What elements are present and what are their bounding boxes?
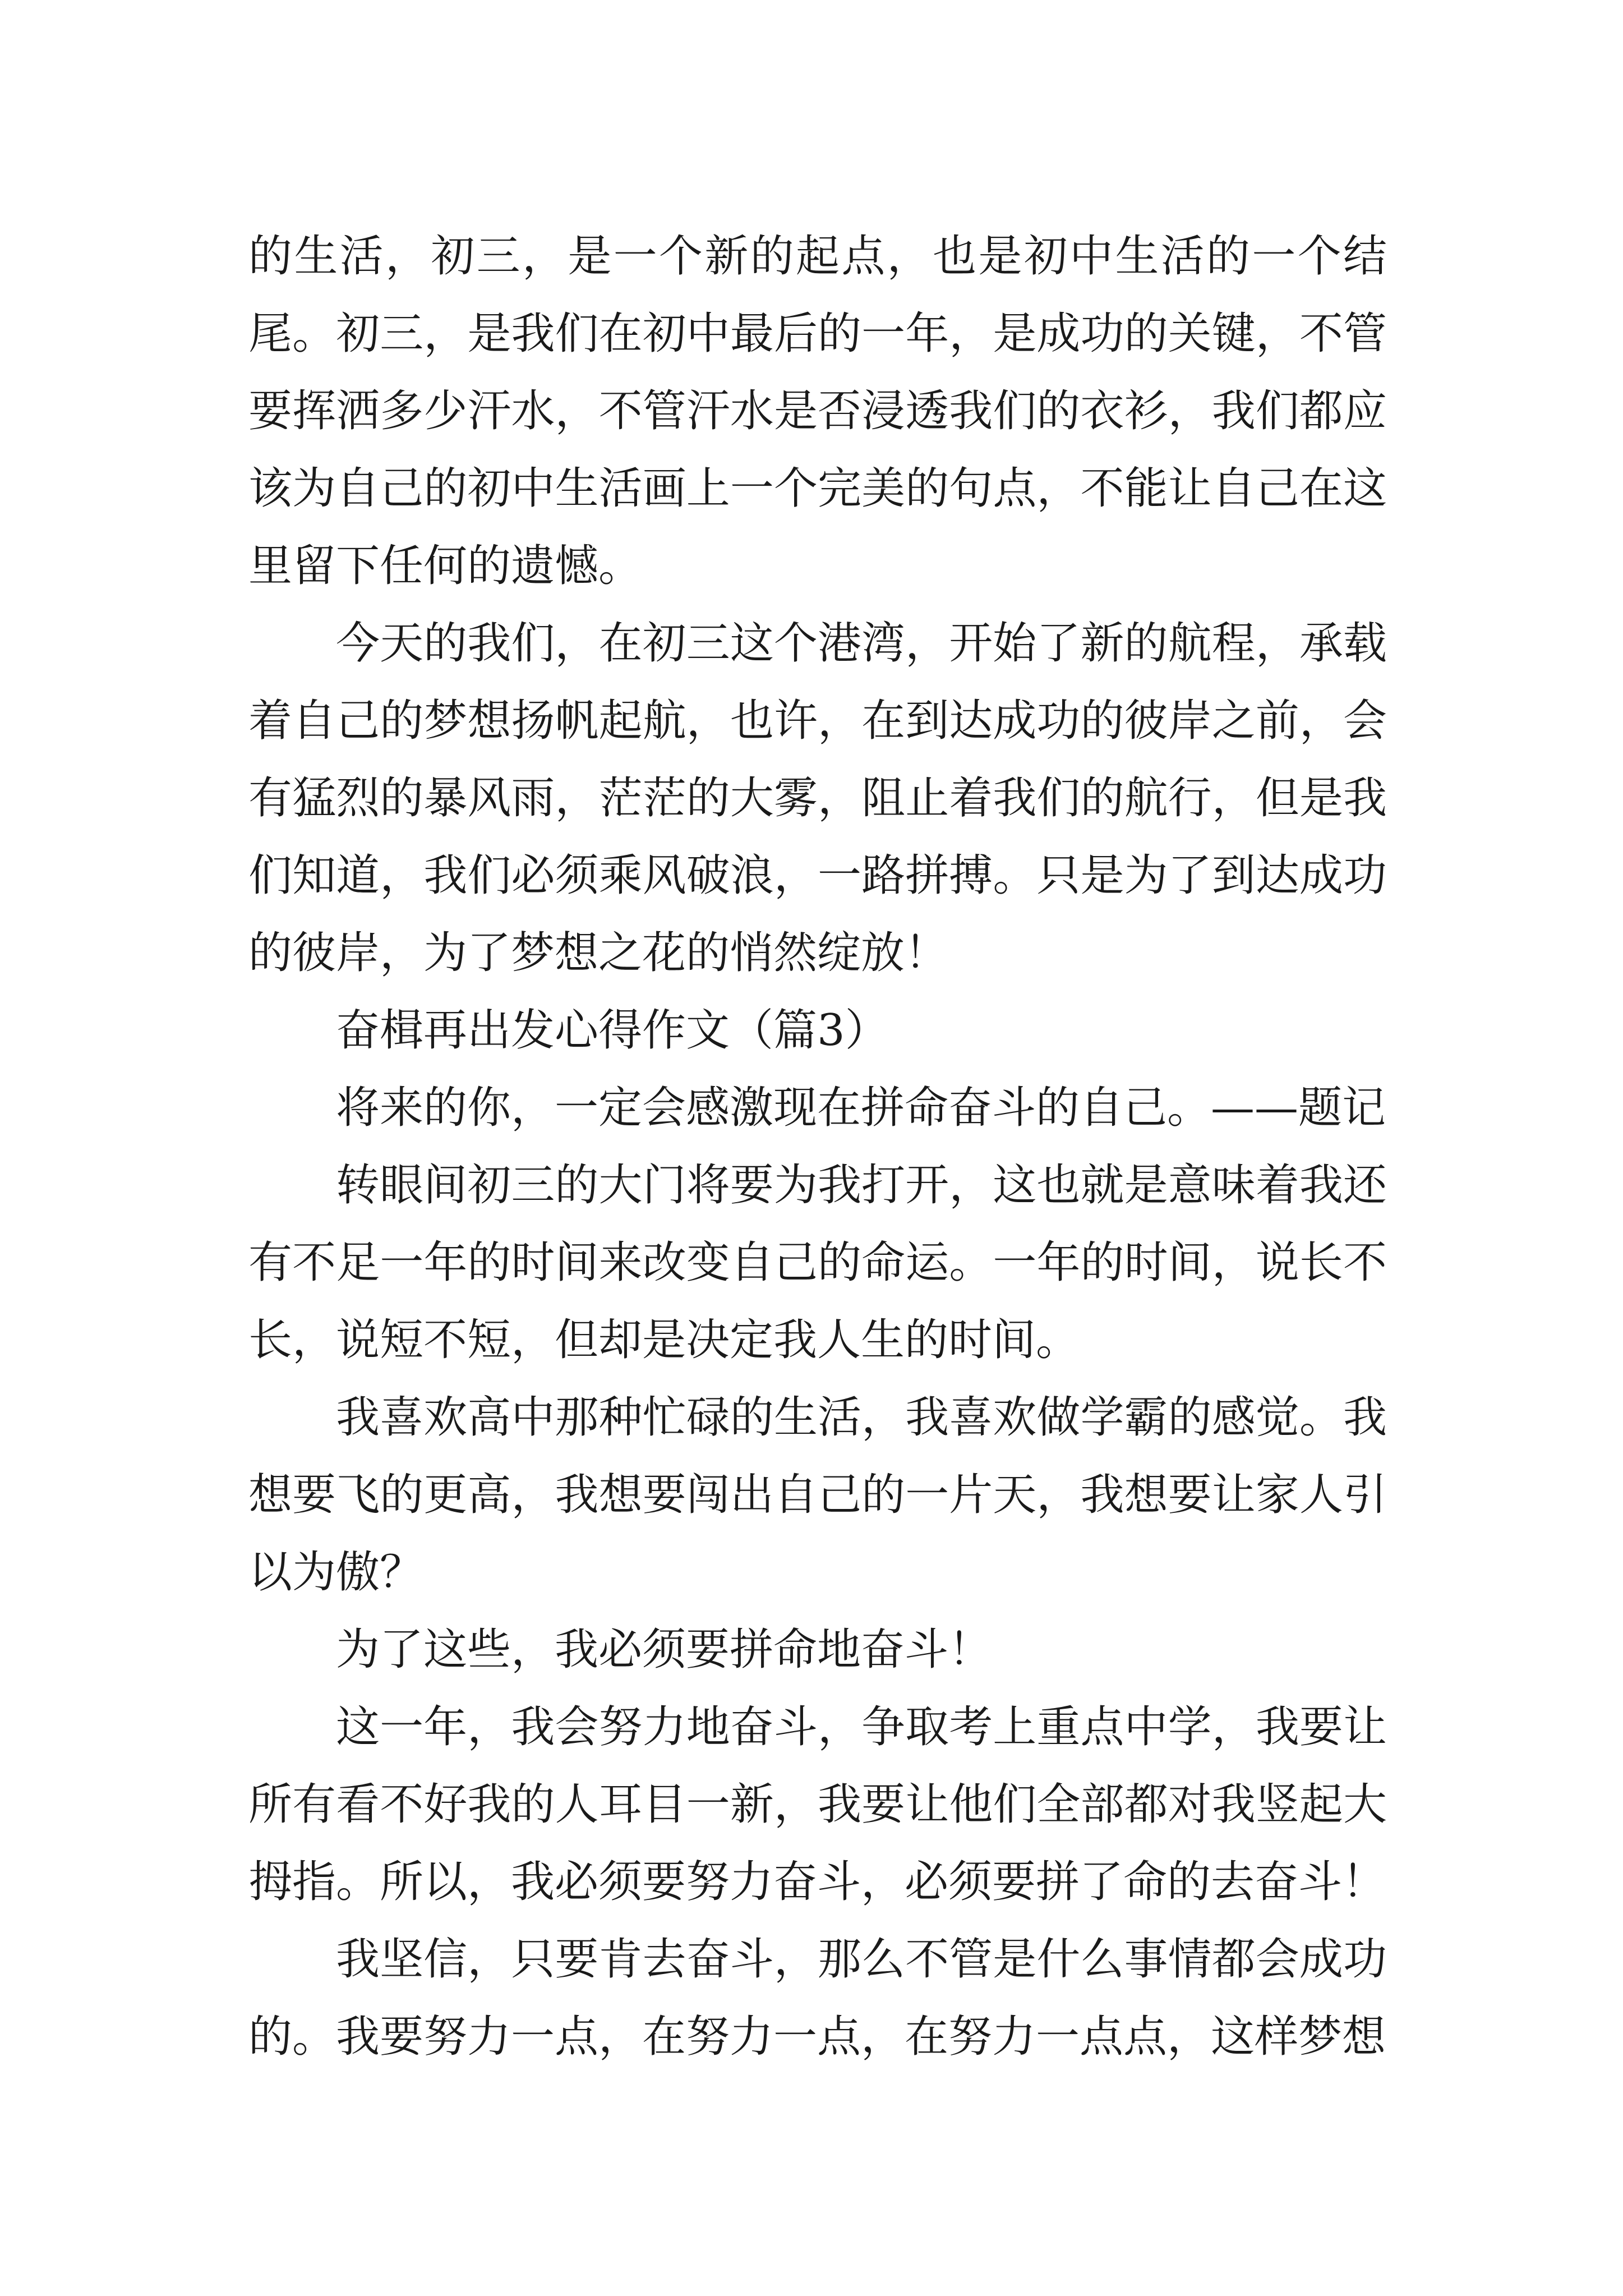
epigraph: 将来的你，一定会感激现在拼命奋斗的自己。——题记: [336, 1083, 1386, 1133]
paragraph: 转眼间初三的大门将要为我打开，这也就是意味着我还有不足一年的时间来改变自己的命运。一年的时间，说长不长，说短不短，但却是决定我人生的时间。: [248, 1160, 1387, 1365]
paragraph: 为了这些，我必须要拼命地奋斗！: [336, 1625, 993, 1675]
section-heading: 奋楫再出发心得作文（篇3）: [336, 1005, 889, 1056]
paragraph: 我喜欢高中那种忙碌的生活，我喜欢做学霸的感觉。我想要飞的更高，我想要闯出自己的一片天，我想要让家人引以为傲？: [248, 1392, 1387, 1598]
paragraph: 这一年，我会努力地奋斗，争取考上重点中学，我要让所有看不好我的人耳目一新，我要让他们全部都对我竖起大拇指。所以，我必须要努力奋斗，必须要拼了命的去奋斗！: [248, 1702, 1387, 1907]
document-body: [248, 218, 1387, 2076]
paragraph-continuation: 的生活，初三，是一个新的起点，也是初中生活的一个结尾。初三，是我们在初中最后的一年，是成功的关键，不管要挥洒多少汗水，不管汗水是否浸透我们的衣衫，我们都应该为自己的初中生活画上一个完美的句点，不能让自己在这里留下任何的遗憾。: [248, 231, 1387, 591]
paragraph: 我坚信，只要肯去奋斗，那么不管是什么事情都会成功的。我要努力一点，在努力一点，在努力一点点，这样梦想: [248, 1934, 1387, 2062]
paragraph: 今天的我们，在初三这个港湾，开始了新的航程，承载着自己的梦想扬帆起航，也许，在到达成功的彼岸之前，会有猛烈的暴风雨，茫茫的大雾，阻止着我们的航行，但是我们知道，我们必须乘风破浪，一路拼搏。只是为了到达成功的彼岸，为了梦想之花的悄然绽放！: [248, 618, 1387, 978]
